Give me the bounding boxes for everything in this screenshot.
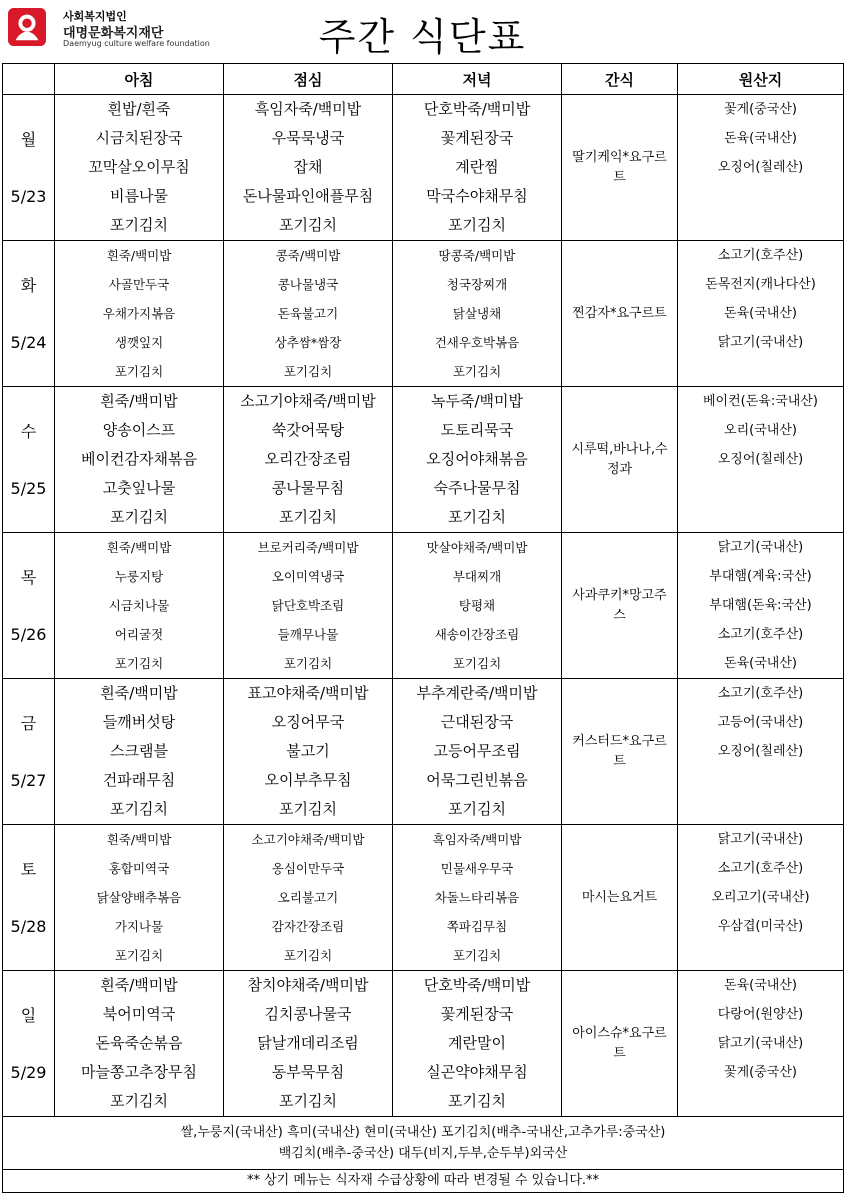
origin-item: 오리(국내산) — [724, 423, 797, 438]
breakfast-cell — [55, 387, 224, 533]
menu-item: 녹두죽/백미밥 — [431, 392, 523, 410]
lunch-cell — [224, 679, 393, 825]
origin-note-line: 쌀,누룽지(국내산) 흑미(국내산) 현미(국내산) 포기김치(배추-국내산,고추가루:중국산) — [180, 1125, 666, 1140]
snack-item: 아이스슈*요구르트 — [572, 1025, 667, 1061]
menu-item: 닭날개데리조림 — [257, 1034, 359, 1052]
org-name: 대명문화복지재단 — [63, 26, 164, 41]
menu-item: 청국장찌개 — [446, 277, 508, 292]
origin-item: 고등어(국내산) — [717, 715, 804, 730]
origin-item: 소고기(호주산) — [717, 627, 804, 642]
weekday-label: 목 — [20, 567, 37, 587]
menu-item: 포기김치 — [448, 508, 506, 526]
menu-item: 흰죽/백미밥 — [100, 684, 178, 702]
snack-item: 시루떡,바나나,수정과 — [571, 441, 668, 477]
snack-item: 딸기케익*요구르트 — [572, 149, 667, 185]
origin-item: 베이컨(돈육:국내산) — [703, 394, 818, 409]
day-cell — [3, 825, 55, 971]
menu-item: 고춧잎나물 — [102, 479, 176, 497]
origin-cell — [678, 387, 844, 533]
menu-item: 시금치된장국 — [95, 129, 183, 147]
menu-item: 포기김치 — [110, 216, 168, 234]
menu-item: 북어미역국 — [102, 1005, 176, 1023]
menu-change-notice: ** 상기 메뉴는 식자재 수급상황에 따라 변경될 수 있습니다.** — [3, 1170, 844, 1193]
weekday-label: 일 — [20, 1005, 37, 1025]
snack-cell — [562, 825, 678, 971]
breakfast-cell — [55, 241, 224, 387]
menu-item: 흰죽/백미밥 — [100, 392, 178, 410]
menu-item: 어리굴젓 — [114, 627, 164, 642]
menu-item: 흑임자죽/백미밥 — [432, 832, 522, 847]
origin-item: 오징어(칠레산) — [717, 452, 804, 467]
day-row — [3, 95, 844, 241]
menu-item: 포기김치 — [114, 656, 164, 671]
page-title: 주간 식단표 — [318, 15, 527, 59]
menu-item: 근대된장국 — [440, 713, 514, 731]
menu-item: 콩죽/백미밥 — [275, 248, 341, 263]
day-row — [3, 971, 844, 1117]
menu-item: 포기김치 — [114, 948, 164, 963]
menu-item: 우채가지볶음 — [102, 306, 176, 321]
menu-item: 건새우호박볶음 — [434, 335, 520, 350]
menu-item: 막국수야채무침 — [426, 187, 528, 205]
menu-item: 꼬막살오이무침 — [88, 158, 190, 176]
snack-cell — [562, 971, 678, 1117]
origin-note-line: 백김치(배추-중국산) 대두(비지,두부,순두부)외국산 — [278, 1146, 568, 1161]
menu-item: 고등어무조림 — [433, 742, 521, 760]
date-label: 5/26 — [10, 624, 47, 644]
menu-item: 새송이간장조림 — [434, 627, 520, 642]
menu-item: 생깻잎지 — [114, 335, 164, 350]
lunch-cell — [224, 387, 393, 533]
date-label: 5/25 — [10, 478, 47, 498]
weekday-label: 수 — [20, 421, 37, 441]
menu-item: 포기김치 — [279, 1092, 337, 1110]
lunch-cell — [224, 533, 393, 679]
menu-item: 꽃게된장국 — [440, 129, 514, 147]
snack-cell — [562, 241, 678, 387]
origin-item: 돈목전지(캐나다산) — [705, 277, 816, 292]
snack-item: 커스터드*요구르트 — [572, 733, 667, 769]
menu-item: 맛살야채죽/백미밥 — [426, 540, 528, 555]
origin-item: 꽃게(중국산) — [724, 1065, 797, 1080]
menu-item: 옹심이만두국 — [271, 861, 345, 876]
breakfast-cell — [55, 971, 224, 1117]
menu-item: 돈육죽순볶음 — [95, 1034, 183, 1052]
menu-item: 어묵그린빈볶음 — [426, 771, 528, 789]
menu-item: 감자간장조림 — [271, 919, 345, 934]
menu-item: 포기김치 — [448, 1092, 506, 1110]
snack-cell — [562, 679, 678, 825]
menu-item: 브로커리죽/백미밥 — [257, 540, 359, 555]
menu-item: 우묵묵냉국 — [271, 129, 345, 147]
date-label: 5/28 — [10, 916, 47, 936]
menu-item: 동부묵무침 — [271, 1063, 345, 1081]
menu-item: 포기김치 — [452, 656, 502, 671]
dinner-cell — [393, 241, 562, 387]
menu-item: 숙주나물무침 — [433, 479, 521, 497]
menu-item: 도토리묵국 — [440, 421, 514, 439]
origin-cell — [678, 95, 844, 241]
menu-item: 콩나물냉국 — [277, 277, 339, 292]
menu-item: 포기김치 — [283, 948, 333, 963]
origin-item: 돈육(국내산) — [724, 656, 797, 671]
menu-item: 오이부추무침 — [264, 771, 352, 789]
menu-item: 차돌느타리볶음 — [434, 890, 520, 905]
menu-item: 김치콩나물국 — [264, 1005, 352, 1023]
origin-item: 오징어(칠레산) — [717, 744, 804, 759]
origin-item: 돈육(국내산) — [724, 131, 797, 146]
weekday-label: 금 — [20, 713, 37, 733]
header-origin: 원산지 — [678, 64, 844, 95]
snack-item: 찐감자*요구르트 — [572, 305, 667, 321]
menu-item: 포기김치 — [110, 1092, 168, 1110]
menu-item: 흰죽/백미밥 — [100, 976, 178, 994]
menu-item: 탕평채 — [458, 598, 496, 613]
table-header-row — [3, 64, 844, 95]
day-cell — [3, 971, 55, 1117]
menu-item: 실곤약야채무침 — [426, 1063, 528, 1081]
menu-item: 오리불고기 — [277, 890, 339, 905]
menu-item: 오징어무국 — [271, 713, 345, 731]
dinner-cell — [393, 825, 562, 971]
origin-item: 닭고기(국내산) — [717, 832, 804, 847]
menu-item: 오징어야채볶음 — [426, 450, 528, 468]
origin-item: 다랑어(원양산) — [717, 1007, 804, 1022]
origin-item: 오리고기(국내산) — [711, 890, 810, 905]
date-label: 5/24 — [10, 332, 47, 352]
dinner-cell — [393, 971, 562, 1117]
breakfast-cell — [55, 825, 224, 971]
origin-cell — [678, 971, 844, 1117]
menu-item: 땅콩죽/백미밥 — [438, 248, 516, 263]
menu-item: 닭살양배추볶음 — [96, 890, 182, 905]
menu-item: 흰죽/백미밥 — [106, 248, 172, 263]
menu-item: 양송이스프 — [102, 421, 176, 439]
menu-item: 포기김치 — [448, 216, 506, 234]
menu-item: 표고야채죽/백미밥 — [247, 684, 369, 702]
menu-item: 포기김치 — [279, 800, 337, 818]
origin-item: 부대햄(계육:국산) — [709, 569, 812, 584]
day-cell — [3, 679, 55, 825]
header-lunch: 점심 — [224, 64, 393, 95]
day-row — [3, 387, 844, 533]
snack-cell — [562, 533, 678, 679]
origin-item: 꽃게(중국산) — [724, 102, 797, 117]
dinner-cell — [393, 387, 562, 533]
origin-item: 소고기(호주산) — [717, 686, 804, 701]
menu-item: 잡채 — [293, 158, 323, 176]
weekday-label: 토 — [20, 859, 37, 879]
weekday-label: 화 — [20, 275, 37, 295]
header-day — [3, 64, 55, 95]
menu-item: 시금치나물 — [108, 598, 170, 613]
menu-item: 꽃게된장국 — [440, 1005, 514, 1023]
day-cell — [3, 533, 55, 679]
page-header — [0, 0, 845, 62]
snack-cell — [562, 387, 678, 533]
origin-item: 우삼겹(미국산) — [717, 919, 804, 934]
menu-item: 단호박죽/백미밥 — [423, 976, 531, 994]
breakfast-cell — [55, 95, 224, 241]
origin-item: 소고기(호주산) — [717, 861, 804, 876]
menu-item: 마늘쫑고추장무침 — [81, 1063, 197, 1081]
origin-item: 돈육(국내산) — [724, 306, 797, 321]
origin-cell — [678, 825, 844, 971]
weekday-label: 월 — [20, 129, 37, 149]
menu-item: 누룽지탕 — [114, 569, 164, 584]
menu-item: 건파래무침 — [102, 771, 176, 789]
menu-item: 돈나물파인애플무침 — [242, 187, 374, 205]
menu-item: 상추쌈*쌈장 — [274, 335, 342, 350]
menu-item: 계란찜 — [455, 158, 499, 176]
day-row — [3, 533, 844, 679]
org-english-name: Daemyug culture welfare foundation — [63, 39, 210, 48]
origin-item: 오징어(칠레산) — [717, 160, 804, 175]
day-cell — [3, 95, 55, 241]
menu-item: 포기김치 — [114, 364, 164, 379]
dinner-cell — [393, 679, 562, 825]
menu-item: 오이미역냉국 — [271, 569, 345, 584]
menu-item: 계란말이 — [448, 1034, 506, 1052]
menu-item: 소고기야채죽/백미밥 — [251, 832, 365, 847]
menu-item: 베이컨감자채볶음 — [81, 450, 197, 468]
snack-cell — [562, 95, 678, 241]
ingredient-origin-row — [3, 1117, 844, 1170]
menu-item: 닭살냉채 — [452, 306, 502, 321]
origin-cell — [678, 533, 844, 679]
menu-item: 쪽파김무침 — [446, 919, 508, 934]
ingredient-origin-note — [3, 1117, 844, 1170]
origin-item: 닭고기(국내산) — [717, 540, 804, 555]
breakfast-cell — [55, 679, 224, 825]
day-row — [3, 241, 844, 387]
org-type: 사회복지법인 — [63, 10, 127, 23]
snack-item: 마시는요거트 — [581, 889, 658, 905]
weekly-menu-table — [2, 63, 844, 1193]
day-row — [3, 825, 844, 971]
menu-item: 흰죽/백미밥 — [106, 540, 172, 555]
menu-item: 닭단호박조림 — [271, 598, 345, 613]
header-breakfast: 아침 — [55, 64, 224, 95]
menu-item: 포기김치 — [283, 656, 333, 671]
menu-item: 쑥갓어묵탕 — [271, 421, 345, 439]
menu-item: 포기김치 — [448, 800, 506, 818]
menu-item: 흰밥/흰죽 — [107, 100, 171, 118]
menu-item: 오리간장조림 — [264, 450, 352, 468]
menu-item: 포기김치 — [110, 800, 168, 818]
menu-item: 포기김치 — [452, 364, 502, 379]
lunch-cell — [224, 971, 393, 1117]
menu-item: 들깨버섯탕 — [102, 713, 176, 731]
date-label: 5/29 — [10, 1062, 47, 1082]
date-label: 5/23 — [10, 186, 47, 206]
menu-item: 부추계란죽/백미밥 — [416, 684, 538, 702]
snack-item: 사과쿠키*망고주스 — [572, 587, 667, 623]
menu-item: 스크램블 — [110, 742, 168, 760]
menu-item: 포기김치 — [452, 948, 502, 963]
notice-row — [3, 1170, 844, 1193]
origin-item: 부대햄(돈육:국산) — [709, 598, 812, 613]
menu-item: 들깨무나물 — [277, 627, 339, 642]
menu-item: 콩나물무침 — [271, 479, 345, 497]
day-cell — [3, 387, 55, 533]
breakfast-cell — [55, 533, 224, 679]
day-row — [3, 679, 844, 825]
header-snack: 간식 — [562, 64, 678, 95]
dinner-cell — [393, 533, 562, 679]
dinner-cell — [393, 95, 562, 241]
menu-item: 사골만두국 — [108, 277, 170, 292]
menu-item: 불고기 — [286, 742, 330, 760]
menu-item: 참치야채죽/백미밥 — [247, 976, 369, 994]
origin-item: 소고기(호주산) — [717, 248, 804, 263]
origin-cell — [678, 241, 844, 387]
menu-item: 홍합미역국 — [108, 861, 170, 876]
menu-item: 포기김치 — [279, 216, 337, 234]
menu-item: 단호박죽/백미밥 — [423, 100, 531, 118]
menu-item: 민물새우무국 — [440, 861, 514, 876]
origin-cell — [678, 679, 844, 825]
menu-item: 흰죽/백미밥 — [106, 832, 172, 847]
menu-item: 비름나물 — [110, 187, 168, 205]
menu-item: 흑임자죽/백미밥 — [254, 100, 362, 118]
menu-item: 포기김치 — [283, 364, 333, 379]
origin-item: 돈육(국내산) — [724, 978, 797, 993]
menu-item: 소고기야채죽/백미밥 — [240, 392, 376, 410]
date-label: 5/27 — [10, 770, 47, 790]
origin-item: 닭고기(국내산) — [717, 1036, 804, 1051]
lunch-cell — [224, 241, 393, 387]
origin-item: 닭고기(국내산) — [717, 335, 804, 350]
header-dinner: 저녁 — [393, 64, 562, 95]
lunch-cell — [224, 95, 393, 241]
menu-item: 부대찌개 — [452, 569, 502, 584]
lunch-cell — [224, 825, 393, 971]
menu-item: 포기김치 — [279, 508, 337, 526]
menu-item: 돈육불고기 — [277, 306, 339, 321]
menu-item: 가지나물 — [114, 919, 164, 934]
day-cell — [3, 241, 55, 387]
menu-item: 포기김치 — [110, 508, 168, 526]
